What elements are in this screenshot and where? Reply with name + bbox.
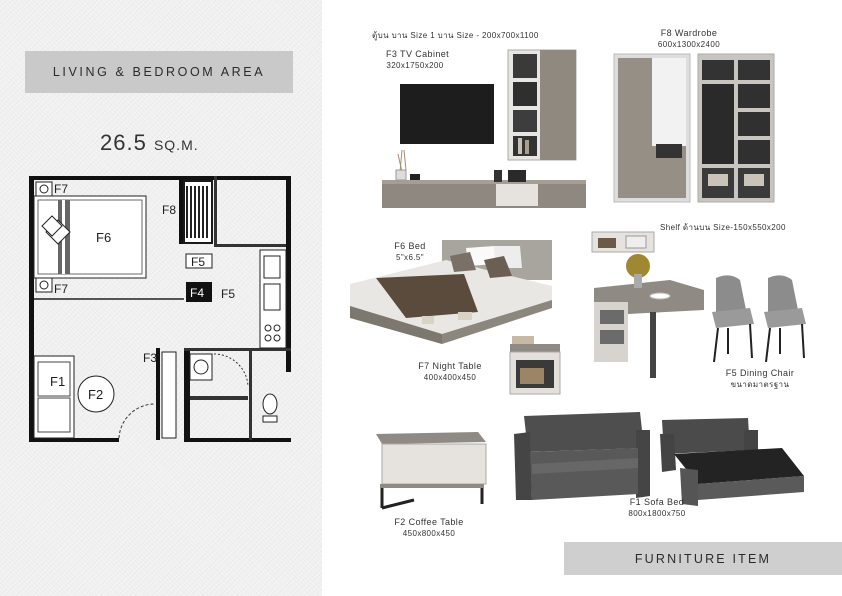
plan-label-f4: F4 — [190, 286, 205, 300]
plan-nightstand-top — [36, 182, 52, 196]
dining-table-image — [590, 228, 714, 380]
dining-chair-name: F5 Dining Chair — [725, 368, 795, 378]
sofa-bed-name: F1 Sofa Bed — [629, 497, 685, 507]
plan-sofa — [34, 356, 74, 438]
plan-label-f6: F6 — [96, 230, 112, 245]
wardrobe-label — [652, 28, 726, 50]
plan-nightstand-bottom — [36, 278, 52, 292]
plan-label-f2: F2 — [88, 387, 104, 402]
upper-cabinet-note: ตู้บน บาน Size 1 บาน Size - 200x700x1100 — [372, 31, 539, 40]
tv-cabinet-dim: 320x1750x200 — [386, 61, 444, 70]
night-table-dim: 400x400x450 — [423, 373, 477, 382]
plan-label-f5-b: F5 — [221, 287, 236, 301]
left-panel — [0, 0, 322, 596]
area-size — [100, 130, 199, 156]
plan-bed — [34, 196, 146, 278]
plan-tv-cabinet — [162, 352, 176, 438]
sofa-bed-image — [658, 414, 806, 510]
coffee-table-name: F2 Coffee Table — [394, 517, 464, 527]
plan-label-f7-bottom: F7 — [54, 282, 69, 296]
plan-label-f1: F1 — [50, 374, 66, 389]
night-table-label — [406, 361, 494, 383]
area-value: 26.5 — [100, 130, 147, 155]
bed-image — [346, 238, 556, 348]
wardrobe-image — [612, 52, 776, 204]
floor-plan — [24, 172, 296, 462]
plan-label-f8: F8 — [162, 203, 177, 217]
tv-cabinet-name: F3 TV Cabinet — [386, 49, 450, 59]
sofa-bed-dim: 800x1800x750 — [628, 509, 686, 518]
coffee-table-label — [380, 517, 478, 539]
plan-wardrobe — [183, 180, 213, 244]
shelf-note: Shelf ด้านบน Size-150x550x200 — [660, 223, 786, 232]
wardrobe-dim: 600x1300x2400 — [657, 40, 721, 49]
sofa-bed-label — [618, 497, 696, 519]
plan-label-f5-a: F5 — [191, 255, 206, 269]
coffee-table-dim: 450x800x450 — [402, 529, 456, 538]
sofa-image — [512, 408, 652, 504]
night-table-name: F7 Night Table — [418, 361, 482, 371]
plan-kitchen — [260, 250, 286, 348]
coffee-table-image — [374, 428, 490, 512]
dining-chairs-image — [706, 272, 816, 364]
plan-bathroom — [190, 354, 277, 422]
dining-chair-dim: ขนาดมาตรฐาน — [730, 380, 790, 389]
tv-cabinet-image — [378, 46, 590, 212]
wardrobe-name: F8 Wardrobe — [660, 28, 718, 38]
furniture-item-banner: FURNITURE ITEM — [564, 542, 842, 575]
night-table-image — [508, 334, 564, 396]
bed-name: F6 Bed — [394, 241, 426, 251]
plan-label-f3: F3 — [143, 351, 158, 365]
dining-chair-label — [704, 368, 816, 390]
plan-label-f7-top: F7 — [54, 182, 69, 196]
area-title-banner: LIVING & BEDROOM AREA — [25, 51, 293, 93]
area-unit: SQ.M. — [153, 137, 199, 153]
bed-dim: 5"x6.5" — [395, 253, 425, 262]
